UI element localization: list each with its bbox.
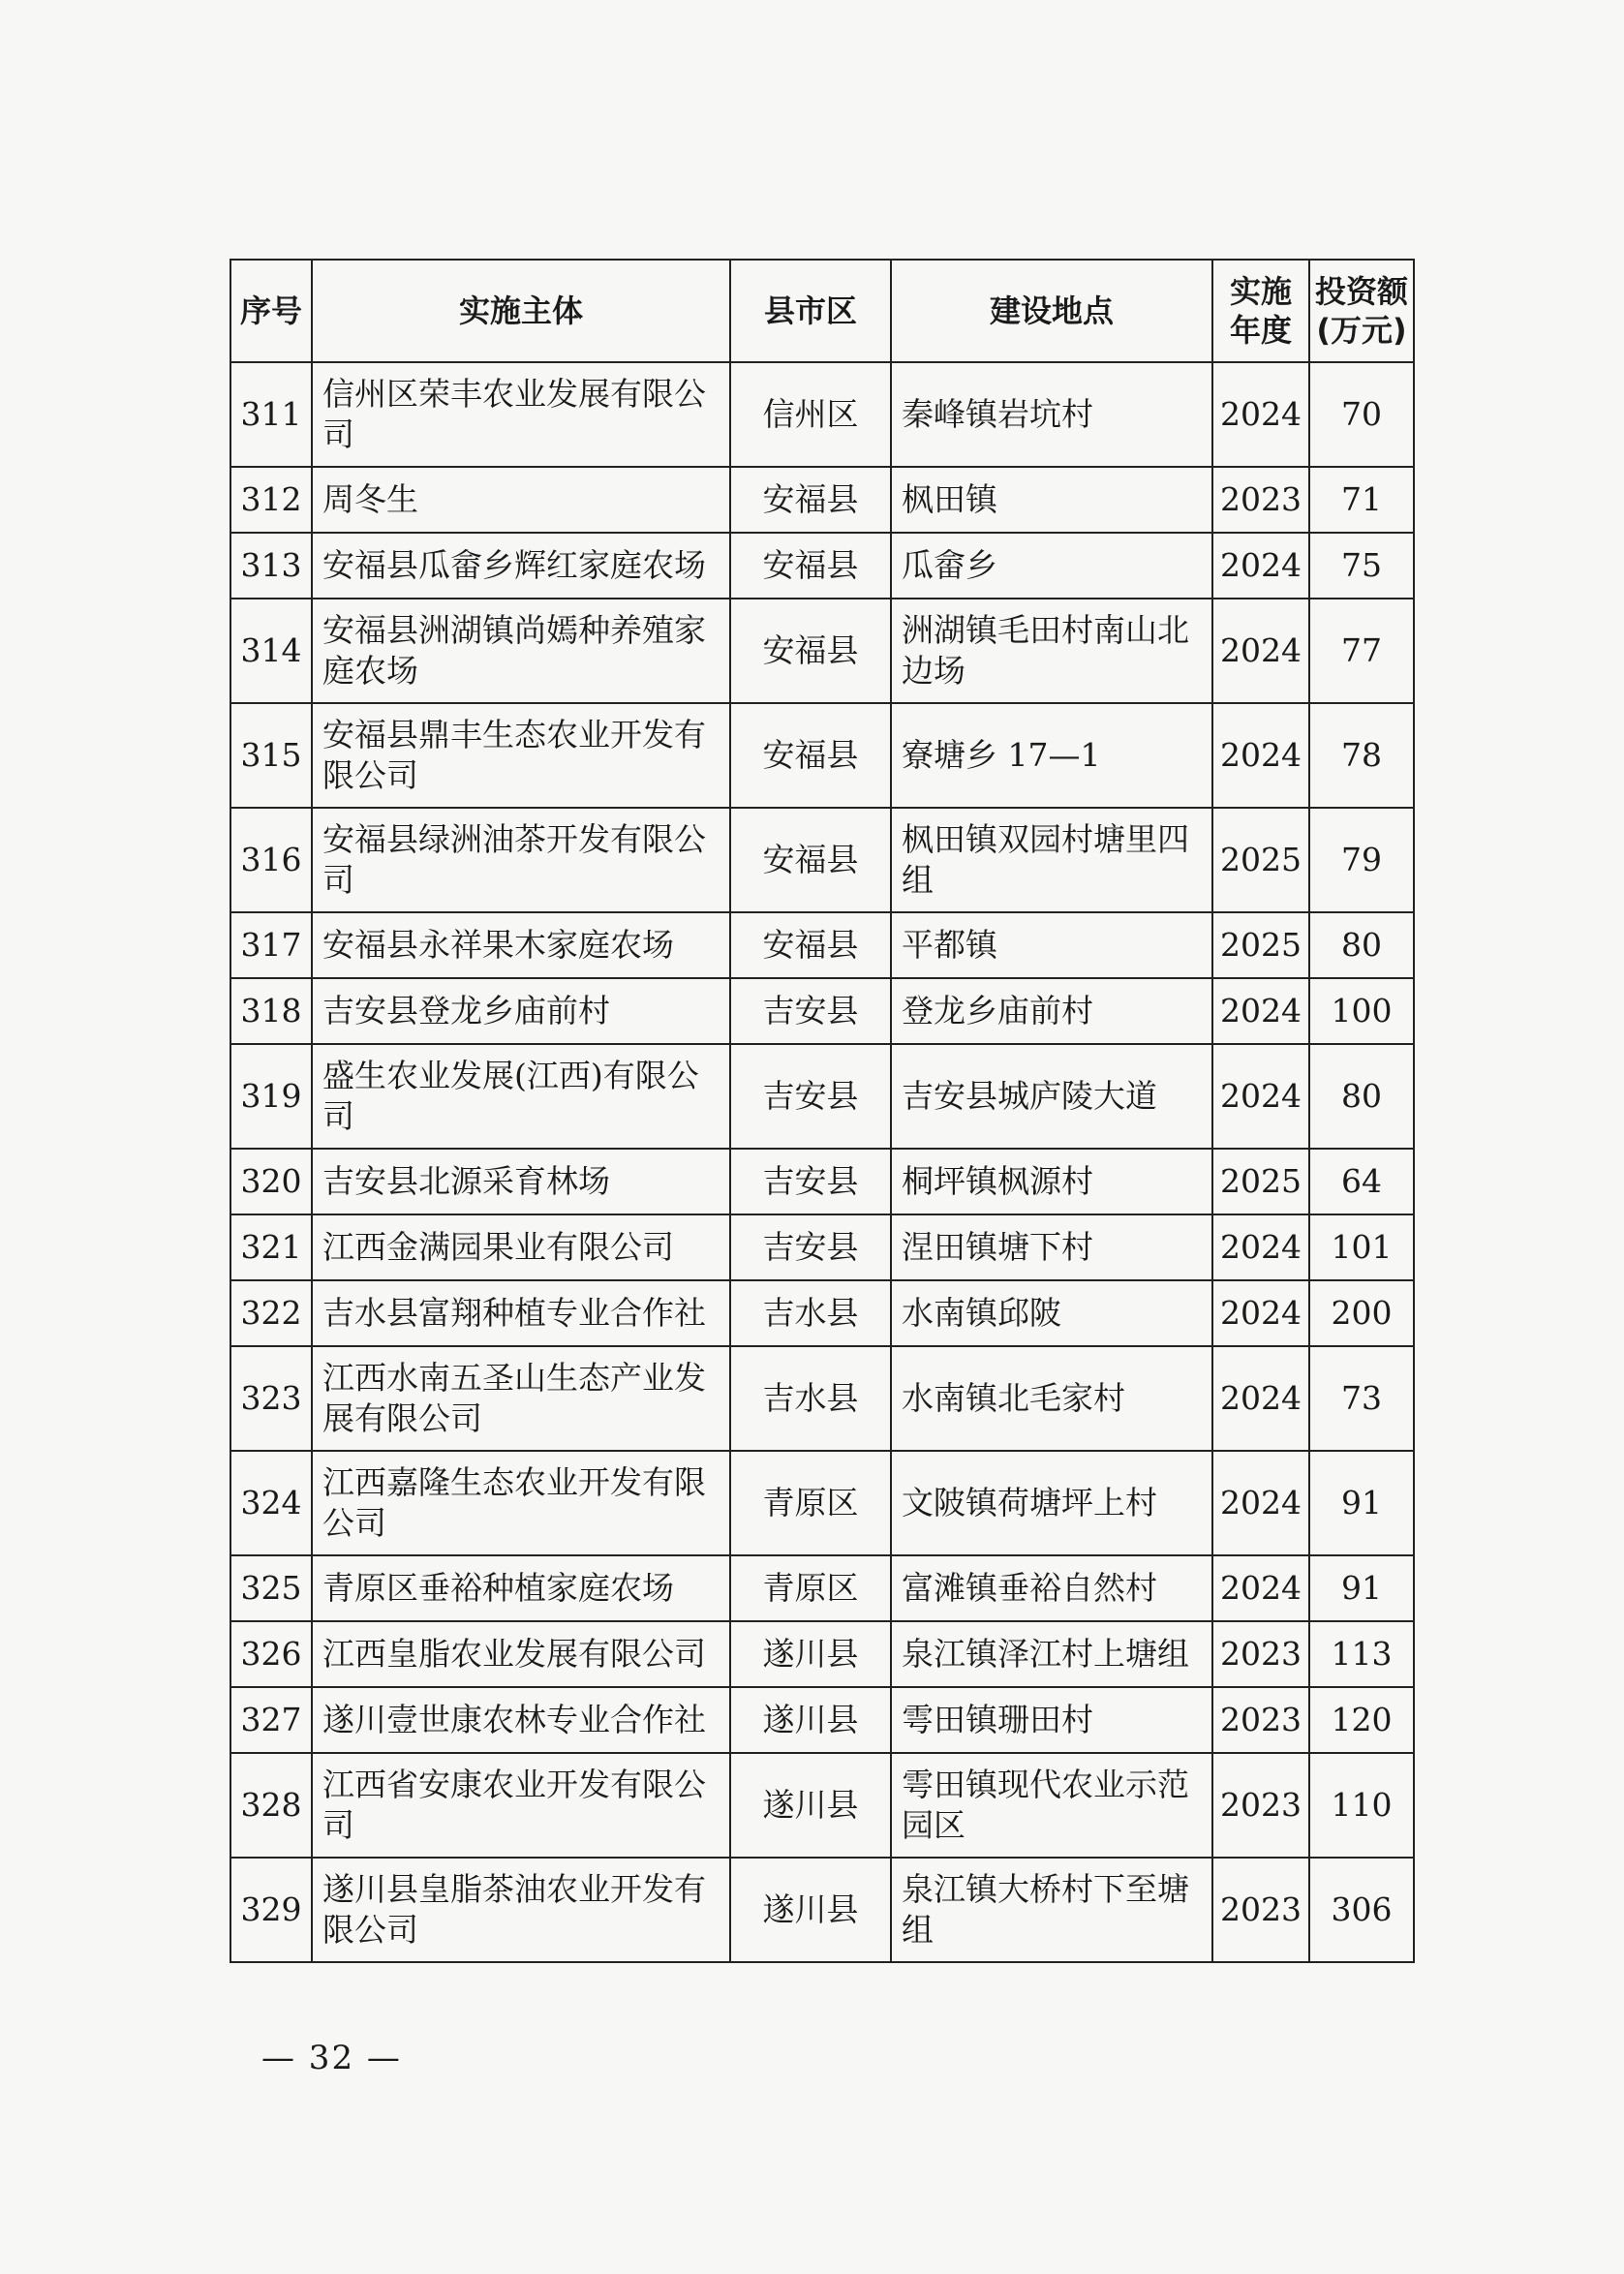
- cell-year: [1212, 1555, 1309, 1621]
- header-year-line1: 实施: [1229, 273, 1292, 310]
- cell-county-text: 安福县: [762, 480, 859, 518]
- cell-no: [230, 1858, 312, 1962]
- cell-county: [730, 912, 891, 978]
- cell-site-text: 寮塘乡 17—1: [902, 736, 1101, 774]
- cell-site-text: 平都镇: [902, 926, 997, 964]
- cell-county-text: 遂川县: [762, 1701, 859, 1738]
- cell-county-text: 安福县: [762, 736, 859, 774]
- cell-site: [891, 1687, 1212, 1753]
- table-row: [230, 703, 1414, 808]
- cell-site-text: 吉安县城庐陵大道: [902, 1077, 1157, 1115]
- cell-no: [230, 1451, 312, 1555]
- cell-year-text: 2024: [1220, 546, 1302, 584]
- cell-site: [891, 362, 1212, 467]
- header-investment: [1309, 260, 1414, 362]
- cell-investment-text: 91: [1341, 1484, 1382, 1521]
- cell-no: [230, 467, 312, 533]
- header-year: [1212, 260, 1309, 362]
- cell-investment: [1309, 912, 1414, 978]
- cell-county-text: 安福县: [762, 926, 859, 964]
- table-row: [230, 362, 1414, 467]
- cell-site-text: 枫田镇: [902, 480, 997, 518]
- cell-year: [1212, 1753, 1309, 1858]
- cell-no: [230, 1280, 312, 1346]
- cell-county: [730, 978, 891, 1044]
- cell-investment: [1309, 1753, 1414, 1858]
- cell-no: [230, 362, 312, 467]
- cell-investment: [1309, 1149, 1414, 1214]
- cell-county: [730, 1621, 891, 1687]
- cell-investment: [1309, 1280, 1414, 1346]
- cell-no: [230, 533, 312, 599]
- cell-investment-text: 113: [1331, 1635, 1393, 1673]
- cell-investment-text: 78: [1341, 736, 1382, 774]
- cell-no-text: 314: [240, 631, 302, 669]
- cell-entity: [312, 1346, 730, 1451]
- cell-investment-text: 71: [1341, 480, 1382, 518]
- cell-entity: [312, 1555, 730, 1621]
- cell-year-text: 2024: [1220, 1379, 1302, 1417]
- cell-investment: [1309, 1044, 1414, 1149]
- cell-county: [730, 1753, 891, 1858]
- cell-entity-text: 青原区垂裕种植家庭农场: [322, 1569, 674, 1607]
- cell-site-text: 水南镇邱陂: [902, 1294, 1061, 1332]
- cell-site: [891, 912, 1212, 978]
- cell-no: [230, 978, 312, 1044]
- cell-site-text: 秦峰镇岩坑村: [902, 395, 1093, 433]
- cell-entity-text: 江西皇脂农业发展有限公司: [322, 1635, 706, 1673]
- cell-entity-text: 江西嘉隆生态农业开发有限公司: [322, 1463, 706, 1542]
- cell-county-text: 信州区: [762, 395, 859, 433]
- cell-site: [891, 1451, 1212, 1555]
- cell-county-text: 吉安县: [762, 1228, 859, 1266]
- cell-entity: [312, 1044, 730, 1149]
- cell-county-text: 遂川县: [762, 1635, 859, 1673]
- cell-investment: [1309, 1555, 1414, 1621]
- cell-entity-text: 吉安县登龙乡庙前村: [322, 992, 610, 1029]
- cell-no: [230, 1346, 312, 1451]
- cell-county: [730, 1149, 891, 1214]
- cell-county-text: 吉安县: [762, 992, 859, 1029]
- cell-site: [891, 978, 1212, 1044]
- cell-year-text: 2024: [1220, 395, 1302, 433]
- table-row: [230, 1214, 1414, 1280]
- table-row: [230, 1346, 1414, 1451]
- cell-year: [1212, 1451, 1309, 1555]
- cell-year: [1212, 1858, 1309, 1962]
- cell-year: [1212, 467, 1309, 533]
- cell-year: [1212, 808, 1309, 912]
- table-row: [230, 1451, 1414, 1555]
- cell-county-text: 青原区: [762, 1484, 859, 1521]
- cell-no-text: 328: [240, 1786, 302, 1824]
- cell-county: [730, 1555, 891, 1621]
- cell-no: [230, 1621, 312, 1687]
- cell-year: [1212, 912, 1309, 978]
- cell-no-text: 326: [240, 1635, 302, 1673]
- cell-entity-text: 遂川壹世康农林专业合作社: [322, 1701, 706, 1738]
- cell-site-text: 登龙乡庙前村: [902, 992, 1093, 1029]
- cell-entity-text: 江西水南五圣山生态产业发展有限公司: [322, 1359, 706, 1437]
- cell-no-text: 327: [240, 1701, 302, 1738]
- cell-county: [730, 1687, 891, 1753]
- cell-year-text: 2024: [1220, 736, 1302, 774]
- cell-investment: [1309, 808, 1414, 912]
- cell-entity-text: 安福县洲湖镇尚嫣种养殖家庭农场: [322, 611, 706, 690]
- cell-year-text: 2025: [1220, 926, 1302, 964]
- cell-county-text: 青原区: [762, 1569, 859, 1607]
- cell-year: [1212, 1621, 1309, 1687]
- cell-county: [730, 1214, 891, 1280]
- cell-entity: [312, 1451, 730, 1555]
- cell-site: [891, 1858, 1212, 1962]
- cell-year: [1212, 978, 1309, 1044]
- cell-year-text: 2023: [1220, 1890, 1302, 1928]
- cell-year: [1212, 1214, 1309, 1280]
- cell-no-text: 324: [240, 1484, 302, 1521]
- cell-site-text: 泉江镇泽江村上塘组: [902, 1635, 1189, 1673]
- cell-entity: [312, 362, 730, 467]
- cell-county: [730, 703, 891, 808]
- cell-investment-text: 306: [1331, 1890, 1393, 1928]
- cell-no: [230, 1555, 312, 1621]
- cell-site: [891, 703, 1212, 808]
- cell-year-text: 2024: [1220, 1484, 1302, 1521]
- cell-entity-text: 安福县永祥果木家庭农场: [322, 926, 674, 964]
- table-row: [230, 1753, 1414, 1858]
- cell-no: [230, 1214, 312, 1280]
- cell-year: [1212, 1346, 1309, 1451]
- cell-investment-text: 64: [1341, 1162, 1382, 1200]
- cell-county-text: 吉安县: [762, 1162, 859, 1200]
- cell-investment: [1309, 1621, 1414, 1687]
- cell-entity-text: 信州区荣丰农业发展有限公司: [322, 375, 706, 453]
- cell-site: [891, 1149, 1212, 1214]
- cell-site: [891, 808, 1212, 912]
- table-row: [230, 1044, 1414, 1149]
- cell-year-text: 2024: [1220, 1294, 1302, 1332]
- cell-no-text: 312: [240, 480, 302, 518]
- header-year-line2: 年度: [1229, 312, 1292, 349]
- cell-investment-text: 73: [1341, 1379, 1382, 1417]
- cell-year-text: 2024: [1220, 1077, 1302, 1115]
- cell-county: [730, 1280, 891, 1346]
- cell-entity-text: 安福县鼎丰生态农业开发有限公司: [322, 716, 706, 794]
- cell-investment: [1309, 599, 1414, 703]
- table-row: [230, 1687, 1414, 1753]
- cell-year-text: 2023: [1220, 1635, 1302, 1673]
- cell-no: [230, 703, 312, 808]
- cell-year-text: 2025: [1220, 1162, 1302, 1200]
- cell-investment: [1309, 1214, 1414, 1280]
- cell-site: [891, 533, 1212, 599]
- cell-investment-text: 110: [1331, 1786, 1393, 1824]
- cell-site-text: 水南镇北毛家村: [902, 1379, 1125, 1417]
- cell-investment: [1309, 533, 1414, 599]
- cell-site-text: 洲湖镇毛田村南山北边场: [902, 611, 1189, 690]
- cell-site: [891, 1044, 1212, 1149]
- cell-investment-text: 200: [1331, 1294, 1393, 1332]
- cell-entity: [312, 703, 730, 808]
- cell-site-text: 泉江镇大桥村下至塘组: [902, 1870, 1189, 1949]
- cell-county: [730, 1044, 891, 1149]
- cell-year-text: 2024: [1220, 631, 1302, 669]
- cell-year-text: 2023: [1220, 1786, 1302, 1824]
- cell-entity-text: 安福县瓜畲乡辉红家庭农场: [322, 546, 706, 584]
- cell-investment-text: 91: [1341, 1569, 1382, 1607]
- cell-entity-text: 遂川县皇脂茶油农业开发有限公司: [322, 1870, 706, 1949]
- cell-entity: [312, 1753, 730, 1858]
- table-row: [230, 1555, 1414, 1621]
- cell-county-text: 遂川县: [762, 1890, 859, 1928]
- header-county: 县市区: [730, 260, 891, 362]
- cell-site-text: 枫田镇双园村塘里四组: [902, 820, 1189, 899]
- cell-county: [730, 533, 891, 599]
- cell-no-text: 322: [240, 1294, 302, 1332]
- cell-investment-text: 79: [1341, 841, 1382, 878]
- cell-county: [730, 1451, 891, 1555]
- cell-no: [230, 1149, 312, 1214]
- cell-investment: [1309, 1346, 1414, 1451]
- cell-site: [891, 599, 1212, 703]
- header-investment-line2: (万元): [1316, 312, 1407, 349]
- cell-entity: [312, 467, 730, 533]
- cell-county-text: 吉水县: [762, 1379, 859, 1417]
- cell-county: [730, 1346, 891, 1451]
- table-row: [230, 912, 1414, 978]
- cell-year-text: 2023: [1220, 480, 1302, 518]
- cell-county: [730, 1858, 891, 1962]
- cell-entity-text: 江西省安康农业开发有限公司: [322, 1766, 706, 1844]
- cell-entity-text: 安福县绿洲油茶开发有限公司: [322, 820, 706, 899]
- cell-investment-text: 75: [1341, 546, 1382, 584]
- cell-no-text: 315: [240, 736, 302, 774]
- header-no: 序号: [230, 260, 312, 362]
- cell-entity-text: 吉水县富翔种植专业合作社: [322, 1294, 706, 1332]
- page-number: — 32 —: [261, 2039, 402, 2077]
- cell-no-text: 321: [240, 1228, 302, 1266]
- cell-entity: [312, 1687, 730, 1753]
- cell-year: [1212, 1280, 1309, 1346]
- project-table: [230, 259, 1415, 1963]
- cell-site: [891, 1621, 1212, 1687]
- cell-year: [1212, 599, 1309, 703]
- cell-entity: [312, 533, 730, 599]
- cell-site-text: 雩田镇现代农业示范园区: [902, 1766, 1189, 1844]
- cell-no-text: 313: [240, 546, 302, 584]
- cell-no: [230, 912, 312, 978]
- table-body: [230, 362, 1414, 1962]
- cell-site: [891, 467, 1212, 533]
- cell-site-text: 瓜畲乡: [902, 546, 997, 584]
- cell-year: [1212, 703, 1309, 808]
- cell-investment: [1309, 703, 1414, 808]
- cell-year: [1212, 1687, 1309, 1753]
- cell-no-text: 323: [240, 1379, 302, 1417]
- table-row: [230, 1858, 1414, 1962]
- cell-year-text: 2024: [1220, 992, 1302, 1029]
- cell-entity-text: 盛生农业发展(江西)有限公司: [322, 1057, 699, 1135]
- cell-entity: [312, 808, 730, 912]
- cell-no: [230, 1687, 312, 1753]
- cell-year-text: 2024: [1220, 1228, 1302, 1266]
- cell-no-text: 329: [240, 1890, 302, 1928]
- cell-no-text: 325: [240, 1569, 302, 1607]
- cell-year-text: 2023: [1220, 1701, 1302, 1738]
- cell-site: [891, 1214, 1212, 1280]
- cell-county: [730, 362, 891, 467]
- table-row: [230, 808, 1414, 912]
- cell-no: [230, 1044, 312, 1149]
- cell-county-text: 吉安县: [762, 1077, 859, 1115]
- cell-investment-text: 100: [1331, 992, 1393, 1029]
- cell-no-text: 316: [240, 841, 302, 878]
- cell-no-text: 311: [240, 395, 302, 433]
- cell-year: [1212, 1044, 1309, 1149]
- cell-site: [891, 1753, 1212, 1858]
- cell-investment: [1309, 362, 1414, 467]
- cell-investment: [1309, 1858, 1414, 1962]
- table-row: [230, 978, 1414, 1044]
- cell-no: [230, 1753, 312, 1858]
- cell-investment-text: 101: [1331, 1228, 1393, 1266]
- cell-county-text: 遂川县: [762, 1786, 859, 1824]
- cell-county: [730, 808, 891, 912]
- cell-investment: [1309, 1687, 1414, 1753]
- cell-county-text: 安福县: [762, 631, 859, 669]
- cell-year-text: 2024: [1220, 1569, 1302, 1607]
- cell-year: [1212, 1149, 1309, 1214]
- cell-entity: [312, 1149, 730, 1214]
- cell-site-text: 富滩镇垂裕自然村: [902, 1569, 1157, 1607]
- cell-year: [1212, 533, 1309, 599]
- cell-investment: [1309, 1451, 1414, 1555]
- cell-no: [230, 599, 312, 703]
- cell-no-text: 319: [240, 1077, 302, 1115]
- cell-no: [230, 808, 312, 912]
- table-row: [230, 467, 1414, 533]
- table-row: [230, 1280, 1414, 1346]
- cell-site: [891, 1555, 1212, 1621]
- cell-county: [730, 467, 891, 533]
- cell-entity: [312, 912, 730, 978]
- cell-investment: [1309, 978, 1414, 1044]
- header-entity: 实施主体: [312, 260, 730, 362]
- cell-no-text: 320: [240, 1162, 302, 1200]
- header-investment-line1: 投资额: [1314, 273, 1408, 310]
- cell-entity: [312, 599, 730, 703]
- table-row: [230, 1149, 1414, 1214]
- cell-site-text: 雩田镇珊田村: [902, 1701, 1093, 1738]
- header-site: 建设地点: [891, 260, 1212, 362]
- cell-investment-text: 70: [1341, 395, 1382, 433]
- cell-entity: [312, 1214, 730, 1280]
- cell-site-text: 桐坪镇枫源村: [902, 1162, 1093, 1200]
- cell-entity: [312, 978, 730, 1044]
- table-row: [230, 599, 1414, 703]
- cell-county-text: 安福县: [762, 546, 859, 584]
- cell-site-text: 文陂镇荷塘坪上村: [902, 1484, 1157, 1521]
- cell-entity: [312, 1621, 730, 1687]
- cell-no-text: 317: [240, 926, 302, 964]
- cell-entity: [312, 1280, 730, 1346]
- cell-investment-text: 120: [1331, 1701, 1393, 1738]
- cell-year: [1212, 362, 1309, 467]
- cell-year-text: 2025: [1220, 841, 1302, 878]
- table-row: [230, 1621, 1414, 1687]
- cell-site-text: 涅田镇塘下村: [902, 1228, 1093, 1266]
- cell-investment-text: 80: [1341, 1077, 1382, 1115]
- cell-entity-text: 周冬生: [322, 480, 418, 518]
- cell-investment-text: 80: [1341, 926, 1382, 964]
- cell-county-text: 安福县: [762, 841, 859, 878]
- cell-entity: [312, 1858, 730, 1962]
- cell-entity-text: 江西金满园果业有限公司: [322, 1228, 674, 1266]
- cell-county-text: 吉水县: [762, 1294, 859, 1332]
- table-header-row: [230, 260, 1414, 362]
- cell-investment-text: 77: [1341, 631, 1382, 669]
- cell-site: [891, 1346, 1212, 1451]
- cell-investment: [1309, 467, 1414, 533]
- cell-county: [730, 599, 891, 703]
- cell-site: [891, 1280, 1212, 1346]
- table-row: [230, 533, 1414, 599]
- cell-no-text: 318: [240, 992, 302, 1029]
- cell-entity-text: 吉安县北源采育林场: [322, 1162, 610, 1200]
